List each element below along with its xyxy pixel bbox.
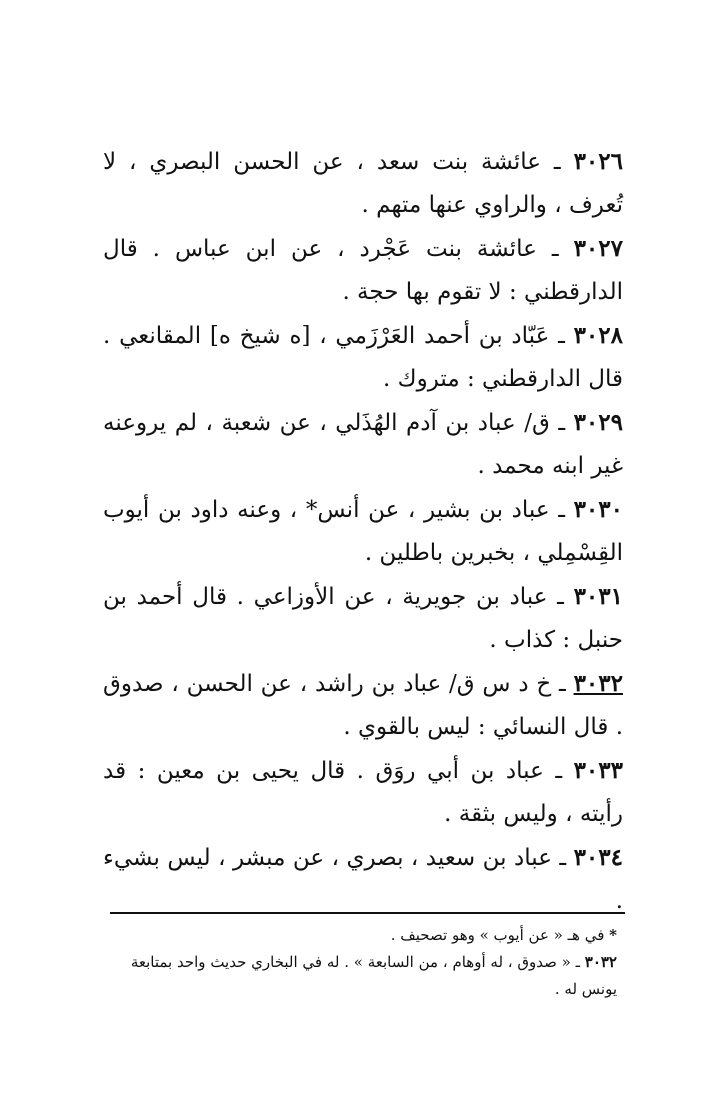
entry-text: ـ عباد بن جويرية ، عن الأوزاعي . قال أحمد بن حنبل : كذاب . bbox=[103, 584, 623, 653]
entry-3028 bbox=[103, 314, 623, 401]
entry-3026 bbox=[103, 140, 623, 227]
footnote-1 bbox=[107, 922, 617, 949]
entry-3030 bbox=[103, 488, 623, 575]
entry-3027 bbox=[103, 227, 623, 314]
entry-number: ٣٠٣٢ bbox=[573, 670, 623, 697]
entry-number: ٣٠٢٩ bbox=[573, 409, 623, 436]
footnote-mark: * bbox=[609, 926, 617, 944]
entry-3034 bbox=[103, 836, 623, 923]
footnote-2 bbox=[107, 949, 617, 1003]
entry-number: ٣٠٢٦ bbox=[573, 148, 623, 175]
entry-number: ٣٠٢٨ bbox=[573, 322, 623, 349]
entry-number: ٣٠٣١ bbox=[573, 583, 623, 610]
entry-text: ـ عائشة بنت سعد ، عن الحسن البصري ، لا تُعرف ، والراوي عنها متهم . bbox=[103, 149, 623, 218]
footnote-text: ـ « صدوق ، له أوهام ، من السابعة » . له في البخاري حديث واحد بمتابعة يونس له . bbox=[130, 953, 617, 998]
entry-number: ٣٠٣٤ bbox=[573, 844, 623, 871]
footnote-divider bbox=[110, 912, 625, 914]
entry-3029 bbox=[103, 401, 623, 488]
entry-3031 bbox=[103, 575, 623, 662]
footnote-text: في هـ « عن أيوب » وهو تصحيف . bbox=[390, 926, 610, 944]
entry-text: ـ عائشة بنت عَجْرد ، عن ابن عباس . قال الدارقطني : لا تقوم بها حجة . bbox=[103, 236, 623, 305]
footnote-mark: ٣٠٣٢ bbox=[584, 953, 617, 971]
entry-3033 bbox=[103, 749, 623, 836]
entry-text: ـ خ د س ق/ عباد بن راشد ، عن الحسن ، صدوق . قال النسائي : ليس بالقوي . bbox=[103, 671, 623, 740]
entry-number: ٣٠٣٣ bbox=[573, 757, 623, 784]
footnotes bbox=[107, 922, 617, 1003]
entry-text: ـ عَبّاد بن أحمد العَرْزَمي ، [ه شيخ ه] المقانعي . قال الدارقطني : متروك . bbox=[103, 323, 623, 392]
entry-number: ٣٠٢٧ bbox=[573, 235, 623, 262]
entry-3032 bbox=[103, 662, 623, 749]
entry-text: ـ عباد بن بشير ، عن أنس* ، وعنه داود بن أيوب القِسْمِلي ، بخبرين باطلين . bbox=[103, 497, 623, 566]
entry-text: ـ عباد بن أبي روَق . قال يحيى بن معين : قد رأيته ، وليس بثقة . bbox=[103, 758, 623, 827]
entry-text: ـ عباد بن سعيد ، بصري ، عن مبشر ، ليس بشيء . bbox=[103, 845, 623, 914]
entry-text: ـ ق/ عباد بن آدم الهُذَلي ، عن شعبة ، لم يروعنه غير ابنه محمد . bbox=[103, 410, 623, 479]
entries-list bbox=[103, 140, 623, 923]
entry-number: ٣٠٣٠ bbox=[573, 496, 623, 523]
